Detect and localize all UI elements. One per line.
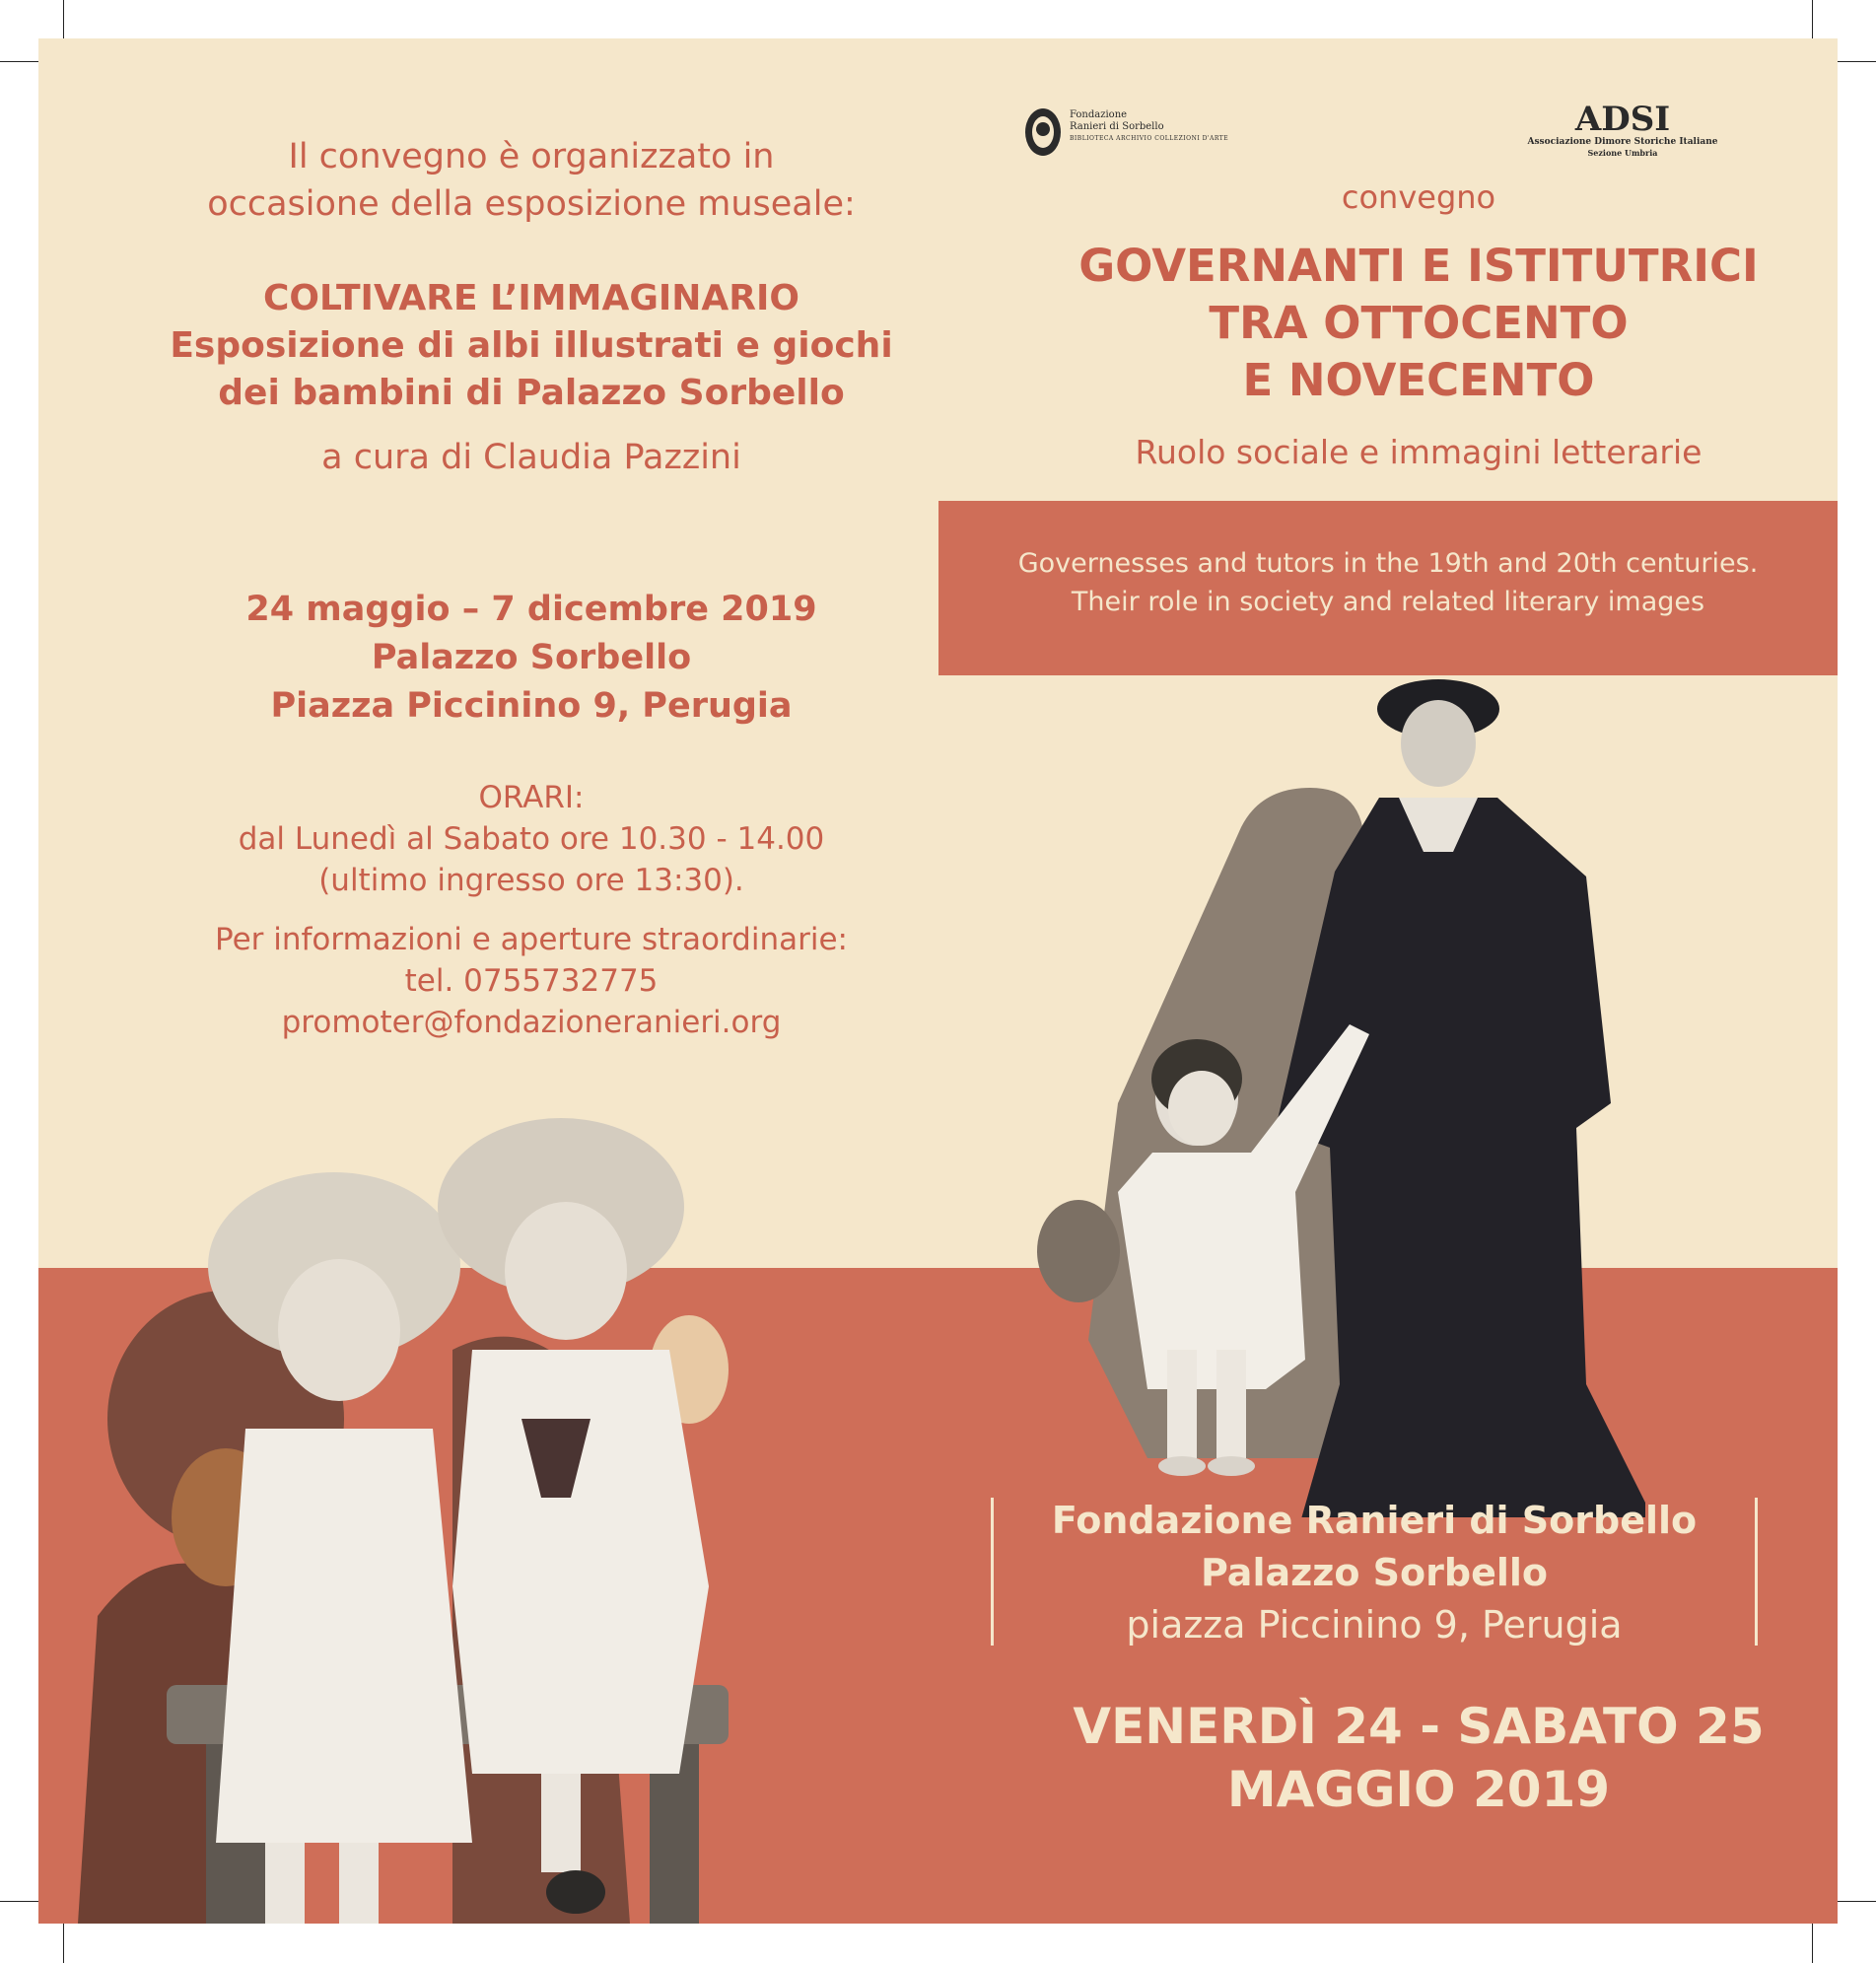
exhibit-dates-venue: 24 maggio – 7 dicembre 2019 Palazzo Sorbello Piazza Piccinino 9, Perugia (245, 590, 817, 726)
left-divider (991, 1498, 994, 1646)
opening-hours: ORARI: dal Lunedì al Sabato ore 10.30 - 14.00 (ultimo ingresso ore 13:30). (238, 780, 825, 898)
organizer-block: Fondazione Ranieri di Sorbello Palazzo Sorbello piazza Piccinino 9, Perugia (1051, 1499, 1698, 1647)
english-subtitle: Governesses and tutors in the 19th and 20th centuries. Their role in society and related literary images (1017, 548, 1759, 617)
conference-subtitle: Ruolo sociale e immagini letterarie (1135, 433, 1702, 471)
email-link[interactable]: promoter@fondazioneranieri.org (281, 1005, 782, 1040)
exhibit-title: COLTIVARE L’IMMAGINARIO Esposizione di albi illustrati e giochi dei bambini di Palazzo Sorbello (170, 278, 893, 413)
kicker: convegno (1341, 178, 1496, 216)
conference-title: GOVERNANTI E ISTITUTRICI TRA OTTOCENTO E NOVECENTO (1078, 240, 1759, 406)
curator: a cura di Claudia Pazzini (321, 438, 741, 477)
fondazione-ranieri-logo: Fondazione Ranieri di Sorbello BIBLIOTECA ARCHIVIO COLLEZIONI D'ARTE (1020, 104, 1257, 161)
intro-text: Il convegno è organizzato in occasione della esposizione museale: (207, 137, 856, 224)
event-dates: VENERDÌ 24 - SABATO 25 MAGGIO 2019 (1073, 1698, 1765, 1818)
children-photo (78, 1103, 926, 1924)
adsi-logo: ADSI Associazione Dimore Storiche Italiane Sezione Umbria (1527, 100, 1718, 158)
right-divider (1755, 1498, 1758, 1646)
governess-photo (1005, 630, 1645, 1517)
phone: tel. 0755732775 (404, 963, 659, 999)
flyer-sheet (38, 38, 1838, 1924)
contact-info: Per informazioni e aperture straordinarie: tel. 0755732775 promoter@fondazioneranieri.org (107, 919, 955, 1043)
